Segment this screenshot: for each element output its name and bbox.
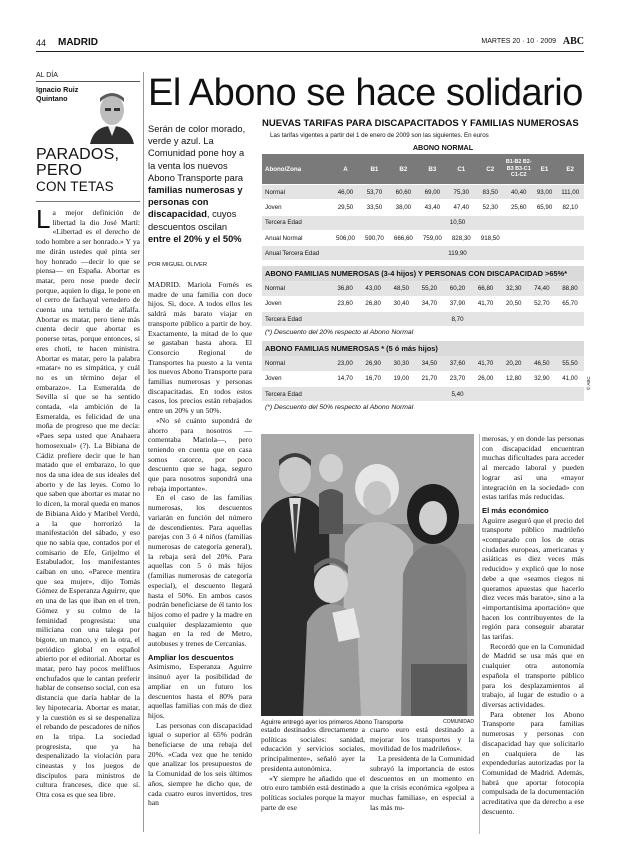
column-rule	[143, 72, 144, 832]
table-row	[262, 215, 584, 230]
article-paragraph: Recordó que en la Comunidad de Madrid se usa más que en cualquier otra autonomía española el transporte público para los desplazamientos al trabajo, al lugar de estudio o a diversas actividades.	[482, 641, 584, 709]
fam5-note: (*) Descuento del 50% respecto al Abono Normal	[265, 404, 414, 412]
issue-date: MARTES 20 · 10 · 2009	[481, 38, 556, 45]
table-row	[262, 386, 584, 401]
article-byline: POR MIGUEL OLIVER	[148, 262, 208, 268]
table-row	[262, 185, 584, 200]
photo-credit: COMUNIDAD	[443, 719, 474, 725]
article-paragraph: En el caso de las familias numerosas, los descuentos variarán en función del número de descendientes. Para aquellas parejas con 3 ó 4 niños (familias numerosas de categoría general), la rebaja será del 20%. Para aquellas con 5 ó más hijos (familias numerosas de categoría especial), el descuento llegará hasta el 50%. En ambos casos podrán beneficiarse de él tanto los hijos como el padre y la madre en cualquier desplazamiento que hagan en la red de Metro, autobuses y trenes de Cercanías.	[148, 493, 252, 649]
normal-fares-table	[262, 154, 584, 261]
table-cell: 83,50	[476, 185, 505, 200]
table-cell: 26,80	[359, 296, 387, 311]
table-cell: 65,70	[556, 296, 584, 311]
table-cell: 34,50	[415, 356, 443, 371]
caption-text: Aguirre entregó ayer los primeros Abono Transporte	[261, 719, 404, 726]
fam5-fares-table	[262, 356, 584, 402]
table-cell: 46,50	[528, 356, 556, 371]
table-cell: 55,50	[556, 356, 584, 371]
opinion-headline-line2: CON TETAS	[36, 179, 114, 194]
col-header: C1	[447, 154, 476, 185]
row-label: Anual Tercera Edad	[262, 246, 331, 261]
table-cell: 41,70	[472, 356, 500, 371]
merged-cell: 119,90	[331, 246, 584, 261]
table-cell: 21,70	[415, 371, 443, 386]
table-cell: 32,30	[500, 281, 528, 296]
table-cell: 74,40	[528, 281, 556, 296]
table-cell: 38,00	[389, 200, 418, 215]
newspaper-brand: ABC	[562, 36, 584, 47]
table-cell: 14,70	[331, 371, 359, 386]
table-cell: 33,50	[360, 200, 389, 215]
article-paragraph: MADRID. Mariola Fornés es madre de una familia con doce hijos. Si, doce. A todos ellos les saldrá más barato viajar en transporte público a partir de hoy. Exactamente, la mitad de lo que se gastaban hasta ahora. El Consorcio Regional de Transportes ha puesto a la venta los nuevos Abono Transporte para familias numerosas y personas discapacitadas. En todos estos casos, los precios están rebajados entre un 20% y un 50%.	[148, 280, 252, 416]
article-paragraph: cuarto euro está destinado a mejorar los transportes y la movilidad de los madrileños».	[370, 725, 474, 754]
merged-cell: 8,70	[331, 312, 584, 327]
table-cell: 43,00	[359, 281, 387, 296]
table-cell: 19,00	[387, 371, 415, 386]
row-label: Normal	[262, 185, 331, 200]
fam5-title: ABONO FAMILIAS NUMEROSAS * (5 ó más hijos)	[262, 341, 584, 356]
column-rule	[479, 434, 480, 834]
normal-title: ABONO NORMAL	[412, 143, 474, 152]
fam65-title: ABONO FAMILIAS NUMEROSAS (3-4 hijos) Y PERSONAS CON DISCAPACIDAD >65%*	[262, 266, 584, 281]
col-header: A	[331, 154, 360, 185]
table-cell	[556, 230, 584, 245]
table-cell: 82,10	[556, 200, 584, 215]
table-cell	[533, 230, 557, 245]
table-cell: 29,50	[331, 200, 360, 215]
table-cell: 41,00	[556, 371, 584, 386]
table-cell: 23,00	[331, 356, 359, 371]
table-cell: 30,40	[387, 296, 415, 311]
table-row	[262, 296, 584, 311]
table-header-row	[262, 154, 584, 185]
article-subhead: Ampliar los descuentos	[148, 652, 234, 662]
page-number: 44	[36, 38, 47, 48]
lead-text-a: Serán de color morado, verde y azul. La Comunidad pone hoy a la venta los nuevos Abono Transporte para	[148, 124, 246, 183]
table-cell: 34,70	[415, 296, 443, 311]
table-row	[262, 281, 584, 296]
table-cell: 590,70	[360, 230, 389, 245]
row-label: Normal	[262, 281, 331, 296]
table-cell: 16,70	[359, 371, 387, 386]
article-column-4	[370, 725, 474, 812]
article-paragraph: Aguirre aseguró que el precio del transporte público madrileño «comparado con los de otras ciudades europeas, americanas y asiáticas es diez veces más reducido» y explicó que lo nose debe a que «seamos ciegos ni queramos apuestas que hacerlo diez veces más barato», sino a la «importantísima aportación» que hacen los contribuyentes de la región para conseguir abaratar las tarifas.	[482, 515, 584, 642]
table-cell: 36,80	[331, 281, 359, 296]
article-column-1	[148, 280, 252, 808]
table-cell: 60,60	[389, 185, 418, 200]
table-cell: 666,60	[389, 230, 418, 245]
table-row	[262, 312, 584, 327]
table-cell: 41,70	[472, 296, 500, 311]
article-lead	[148, 123, 252, 245]
col-header: E2	[556, 154, 584, 185]
table-cell: 66,80	[472, 281, 500, 296]
col-header: B1-B2 B2-B3 B3-C1 C1-C2	[505, 154, 533, 185]
col-header: C2	[476, 154, 505, 185]
table-cell: 20,20	[500, 356, 528, 371]
article-column-3	[261, 725, 365, 812]
table-cell: 20,50	[500, 296, 528, 311]
table-cell	[505, 230, 533, 245]
table-cell: 60,20	[443, 281, 471, 296]
table-cell: 26,90	[359, 356, 387, 371]
article-paragraph: Asimismo, Esperanza Aguirre insinuó ayer la posibilidad de ampliar en un futuro los descuentos hasta el 80% para aquellas familias con más de diez hijos.	[148, 662, 252, 720]
section-name: MADRID	[58, 37, 98, 48]
article-subhead: El más económico	[482, 505, 549, 515]
table-cell: 46,00	[331, 185, 360, 200]
col-header: B3	[418, 154, 447, 185]
news-photo	[261, 434, 474, 716]
article-paragraph: Las personas con discapacidad igual o superior al 65% podrán beneficiarse de una rebaja del 20%. «Cada vez que he tenido que analizar los presupuestos de la Comunidad de los seis últimos años, siempre he dicho que, de cada cuatro euros invertidos, tres han	[148, 720, 252, 808]
table-cell: 918,50	[476, 230, 505, 245]
article-paragraph: «No sé cuánto supondrá de ahorro para nosotros —comentaba Mariola—, pero teniendo en cuenta que en casa somos catorce, por poco descuento que se haga, seguro que para nosotros supondrá una rebaja importante».	[148, 415, 252, 493]
opinion-headline	[36, 147, 140, 195]
table-row	[262, 246, 584, 261]
row-label: Tercera Edad	[262, 386, 331, 401]
row-label: Normal	[262, 356, 331, 371]
table-cell: 12,80	[500, 371, 528, 386]
table-cell: 43,40	[418, 200, 447, 215]
column-kicker: AL DÍA	[36, 72, 140, 82]
row-label: Tercera Edad	[262, 215, 331, 230]
table-cell: 37,90	[443, 296, 471, 311]
row-label: Tercera Edad	[262, 312, 331, 327]
table-cell: 111,00	[556, 185, 584, 200]
fares-table	[262, 118, 584, 411]
divider	[36, 201, 140, 202]
table-cell: 23,60	[331, 296, 359, 311]
table-cell: 828,30	[447, 230, 476, 245]
table-cell: 55,20	[415, 281, 443, 296]
table-cell: 53,70	[360, 185, 389, 200]
fam65-fares-table	[262, 281, 584, 327]
table-row	[262, 356, 584, 371]
table-cell: 65,90	[533, 200, 557, 215]
zone-header: Abono/Zona	[262, 154, 331, 185]
table-row	[262, 230, 584, 245]
opinion-headline-line1: PARADOS, PERO	[36, 146, 120, 179]
row-label: Joven	[262, 296, 331, 311]
table-cell: 52,30	[476, 200, 505, 215]
col-header: B1	[360, 154, 389, 185]
article-paragraph: «Y siempre he añadido que el otro euro también está destinado a políticas sociales porque la mayor parte de ese	[261, 773, 365, 812]
table-cell: 30,30	[387, 356, 415, 371]
merged-cell: 5,40	[331, 386, 584, 401]
article-paragraph: estado destinados directamente a políticas sociales: sanidad, educación y servicios sociales, principalmente», señaló ayer la presidenta autonómica.	[261, 725, 365, 773]
table-cell: 88,80	[556, 281, 584, 296]
col-header: E1	[533, 154, 557, 185]
table-cell: 75,30	[447, 185, 476, 200]
article-column-5	[482, 434, 584, 816]
table-cell: 47,40	[447, 200, 476, 215]
table-row	[262, 371, 584, 386]
page-header	[36, 36, 584, 52]
table-subtitle: Las tarifas vigentes a partir del 1 de enero de 2009 son las siguientes. En euros	[270, 132, 489, 139]
table-cell: 25,60	[505, 200, 533, 215]
opinion-paragraph: a mejor definición de libertad la dio José Martí: «Libertad es el derecho de todo hombre a ser honrado.» Y ya me dirán ustedes qué pinta ser hoy honrado —decir lo que se piensa— en España. Abortar es matar, pero nose puede decir porque, aquien lo diga, le pone en el cerro de fachayal vertedero de cuenta una tertulia de alfalfa. Abortar es matar, pero tiene más cuenta decir que abortar es ponerse tetas, porque entonces, si eres chotí, te hacen ministra. Abortar es matar, pero la palabra «matar» no es simpática, y cuál no es un término dejar el embarazo». La Esmeralda de Sevilla sí que se ha sentido contada, «la ambición de la Esmeralda, es felicidad de una moña de progreso que me decía: «Paes sepa usted que Anahaera homosexual» (?). La Bibiana de Cádiz prefiere decir que le han matado que el embarazo, lo que nos da una idea de sus ideales del aborto y de las leyes. Como lo que saben que abortar es matar no lo dicen, la moral queda en manos de Bibiana Aído y Maribel Verdú, a la que horrorizó la manifestación del sábado, y eso que no sabía que, contados por el comisario de Efe, Grijelmo el Estabulador, los manifestantes caíban en uno. «Parece mentira que sea mujer», dijo Tomás Gómez de Esperanza Aguirre, que en una de las que iban en el tren, Gómez y su colmo de la feminidad progresista: una miliciana con una talega por bigote, un manco, y en la otra, el periódico global en español abierto por el editorial. Abortar es matar, pero hay pocos melífluos enchufados que le cantan preferir hablar de consenso social, con esa distancia que daría hablar de la ley hipotecaria. Abortar es matar, y la cuestión es si se despenaliza el rebando de pescadores de niños en la tripa. La sociedad progresista, que ya ha despenalizado la violación para cineastas y los juegos de discípulos para ministros de cultura franceses, dice que sí. Otra cosa es que sea libre.	[36, 208, 140, 800]
table-cell: 32,90	[528, 371, 556, 386]
columnist-name: Ignacio Ruiz Quintano	[36, 85, 79, 103]
table-cell: 37,60	[443, 356, 471, 371]
row-label: Anual Normal	[262, 230, 331, 245]
opinion-column	[36, 72, 140, 800]
table-cell: 26,00	[472, 371, 500, 386]
lead-bold-b: entre el 20% y el 50%	[148, 233, 242, 244]
row-label: Joven	[262, 371, 331, 386]
table-cell: 506,00	[331, 230, 360, 245]
table-cell: 23,70	[443, 371, 471, 386]
copyright-note: © ABC	[586, 376, 591, 390]
columnist-avatar	[86, 88, 136, 144]
table-cell: 93,00	[533, 185, 557, 200]
lead-text-b: , cuyos descuentos oscilan	[148, 209, 237, 232]
fam65-note: (*) Descuento del 20% respecto al Abono Normal	[265, 329, 414, 337]
row-label: Joven	[262, 200, 331, 215]
article-paragraph: merosas, y en donde las personas con discapacidad encuentran muchas dificultades para acceder al mercado laboral y pueden lograr así una «mayor integración en la sociedad» con estas tarifas más reducidas.	[482, 434, 584, 502]
col-header: B2	[389, 154, 418, 185]
table-cell: 40,40	[505, 185, 533, 200]
article-paragraph: La presidenta de la Comunidad subrayó la importancia de estos descuentos en un momento en que la crisis económica «golpea a muchas familias», en especial a las más nu-	[370, 754, 474, 812]
drop-cap: L	[36, 204, 51, 234]
table-cell: 759,00	[418, 230, 447, 245]
opinion-body	[36, 204, 140, 800]
merged-cell: 10,50	[331, 215, 584, 230]
lead-bold-a: familias numerosas y personas con discapacidad	[148, 185, 243, 220]
article-paragraph: Para obtener los Abono Transporte para familias numerosas y personas con discapacidad hay que solicitarlo en cualquiera de las expendedurías autorizadas por la Comunidad de Madrid. Además, habrá que aportar fotocopia compulsada de la documentación acreditativa que da derecho a ese descuento.	[482, 709, 584, 816]
table-row	[262, 200, 584, 215]
table-cell: 69,00	[418, 185, 447, 200]
table-cell: 52,70	[528, 296, 556, 311]
article-headline: El Abono se hace solidario	[148, 72, 583, 114]
table-cell: 48,50	[387, 281, 415, 296]
table-title: NUEVAS TARIFAS PARA DISCAPACITADOS Y FAMILIAS NUMEROSAS	[262, 118, 579, 129]
